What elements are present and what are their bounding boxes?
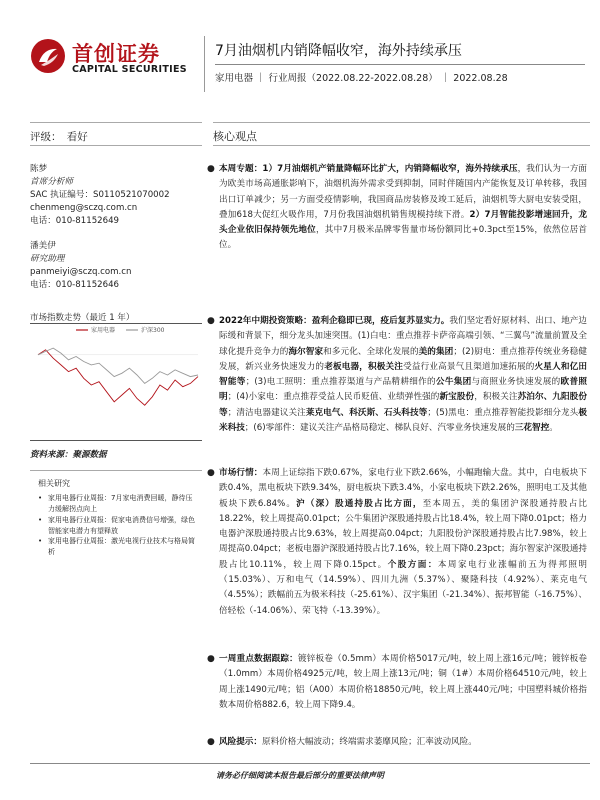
related-item[interactable]: • 家用电器行业周报：促家电消费信号增强，绿色智能家电潜力有望释放 [38, 516, 195, 535]
chart-title: 市场指数走势（最近 1 年） [30, 313, 135, 323]
core-views-title: 核心观点 [213, 130, 257, 143]
bullet-icon: ● [207, 737, 215, 747]
chart-source: 资料来源：聚源数据 [30, 450, 107, 460]
analyst-1 [30, 163, 170, 228]
paragraph-data-tracking: ● 一周重点数据跟踪：镀锌板卷（0.5mm）本周价格5017元/吨，较上周上涨16元/吨；镀锌板卷（1.0mm）本周价格4925元/吨，较上周上涨13元/吨；铜（1#）本周价格64510元/吨，较上周上涨1490元/吨；铝（A00）本周价格18850元/吨，较上周上涨440元/吨；中国塑料城价格指数本周价格882.6，较上周下降9.4。 [207, 654, 587, 710]
brand-name-cn: 首创证券 [72, 42, 160, 66]
legend-label: 家用电器 [91, 327, 116, 334]
analyst-2 [30, 240, 131, 292]
report-title: 7月油烟机内销降幅收窄，海外持续承压 [215, 43, 462, 59]
bullet-icon: • [38, 537, 43, 545]
chart-bottom-line [30, 440, 202, 441]
analyst-sac: SAC 执证编号：S0110521070002 [30, 190, 170, 200]
analyst-email[interactable]: chenmeng@sczq.com.cn [30, 203, 138, 213]
title-underline [215, 64, 585, 65]
paragraph-weekly-topic: ● 本周专题：1）7月油烟机产销量降幅环比扩大，内销降幅收窄，海外持续承压，我们认为一方面为欧美市场高通胀影响下，油烟机海外需求受到抑制，同时伴随国内产能恢复及订单转移，我国出口订单减少；另一方面受疫情影响，我国商品房装修及竣工延后，油烟机等大厨电安装受阻，叠加618大促红火吸作用，7月份我国油烟机销售规模持续下滑。2）7月智能投影增速回升，龙头企业依旧保持领先地位，其中7月极米品牌零售量市场份额同比+0.3pct至15%，依然位居首位。 [207, 164, 587, 251]
legal-notice: 请务必仔细阅读本报告最后部分的重要法律声明 [216, 771, 384, 780]
report-subtitle: 家用电器 ｜ 行业周报（2022.08.22-2022.08.28） ｜ 2022.08.28 [215, 73, 508, 84]
bullet-icon: • [38, 516, 43, 524]
related-item[interactable]: • 家用电器行业周报：7月家电消费回暖，静待压力缓解拐点向上 [38, 494, 193, 513]
related-research-title: 相关研究 [38, 479, 70, 488]
analyst-name: 陈梦 [30, 164, 48, 174]
related-top-line [30, 470, 202, 471]
analyst-role: 首席分析师 [30, 177, 73, 187]
analyst-email[interactable]: panmeiyi@sczq.com.cn [30, 267, 132, 277]
analyst-phone: 电话：010-81152646 [30, 280, 120, 290]
paragraph-investment-strategy: ● 2022年中期投资策略：盈利企稳即已现，疫后复苏显实力。我们坚定看好原材料、出口、地产边际缓和背景下，细分龙头加速突围。(1)白电：重点推荐卡萨帝高端引领、“三翼鸟”流量前置及全球化提升竞争力的海尔智家和多元化、全球化发展的美的集团；(2)厨电：重点推荐传统业务稳健发展，新兴业务快速发力的老板电器，积极关注受益行业高景气且渠道加速拓展的火星人和亿田智能等；(3)电工照明：重点推荐渠道与产品精耕细作的公牛集团与商照业务快速发展的欧普照明；(4)小家电：重点推荐受益人民币贬值、业绩弹性强的新宝股份，积极关注苏泊尔、九阳股份等；清洁电器建议关注莱克电气、科沃斯、石头科技等；(5)黑电：重点推荐智能投影细分龙头极米科技；(6)零部件：建议关注产品格局稳定、梯队良好、汽零业务快速发展的三花智控。 [207, 316, 587, 434]
capital-securities-logo-icon [30, 38, 66, 74]
legend-label: 沪深300 [141, 327, 165, 334]
paragraph-risk: ● 风险提示：原料价格大幅波动；终端需求萎靡风险；汇率波动风险。 [219, 735, 587, 750]
bullet-icon: • [38, 494, 43, 502]
rating-top-line [30, 122, 202, 123]
market-index-chart [30, 324, 202, 434]
paragraph-market: ● 市场行情：本周上证综指下跌0.67%，家电行业下跌2.66%，小幅跑输大盘。其中，白电板块下跌0.4%，黑电板块下跌9.34%，厨电板块下跌3.4%，小家电板块下跌2.26%，照明电工及其他板块下跌6.84%。沪（深）股通持股占比方面，至本周五，美的集团沪深股通持股占比18.22%，较上周提高0.01pct；公牛集团沪深股通持股占比18.4%，较上周下降0.01pct；格力电器沪深股通持股占比9.63%，较上周提高0.04pct；九阳股份沪深股通持股占比7.98%，较上周提高0.04pct；老板电器沪深股通持股占比7.16%，较上周下降0.23pct；海尔智家沪深股通持股占比10.11%，较上周下降0.15pct。个股方面：本周家电行业涨幅前五为得邦照明（15.03%）、万和电气（14.59%）、四川九洲（5.37%）、聚隆科技（4.92%）、莱克电气（4.55%）；跌幅前五为极米科技（-25.61%）、汉宇集团（-21.34%）、振邦智能（-16.75%）、倍轻松（-14.06%）、荣飞特（-13.39%）。 [207, 468, 587, 616]
analyst-name: 潘美伊 [30, 241, 56, 251]
analyst-phone: 电话：010-81152649 [30, 216, 120, 226]
series-line [38, 350, 198, 405]
bullet-icon: ● [207, 316, 215, 326]
bullet-icon: ● [207, 654, 215, 664]
related-item[interactable]: • 家用电器行业周报：激光电视行业技术与格局简析 [38, 537, 195, 556]
bullet-icon: ● [207, 164, 215, 174]
bullet-icon: ● [207, 468, 215, 478]
rating-bottom-line [30, 145, 202, 146]
brand-name-en: CAPITAL SECURITIES [72, 64, 187, 75]
rating: 评级： 看好 [30, 131, 88, 143]
core-bottom-line [213, 145, 590, 146]
core-top-line [213, 122, 590, 123]
analyst-role: 研究助理 [30, 254, 65, 264]
footer-line [30, 763, 590, 764]
header-divider [204, 36, 205, 92]
